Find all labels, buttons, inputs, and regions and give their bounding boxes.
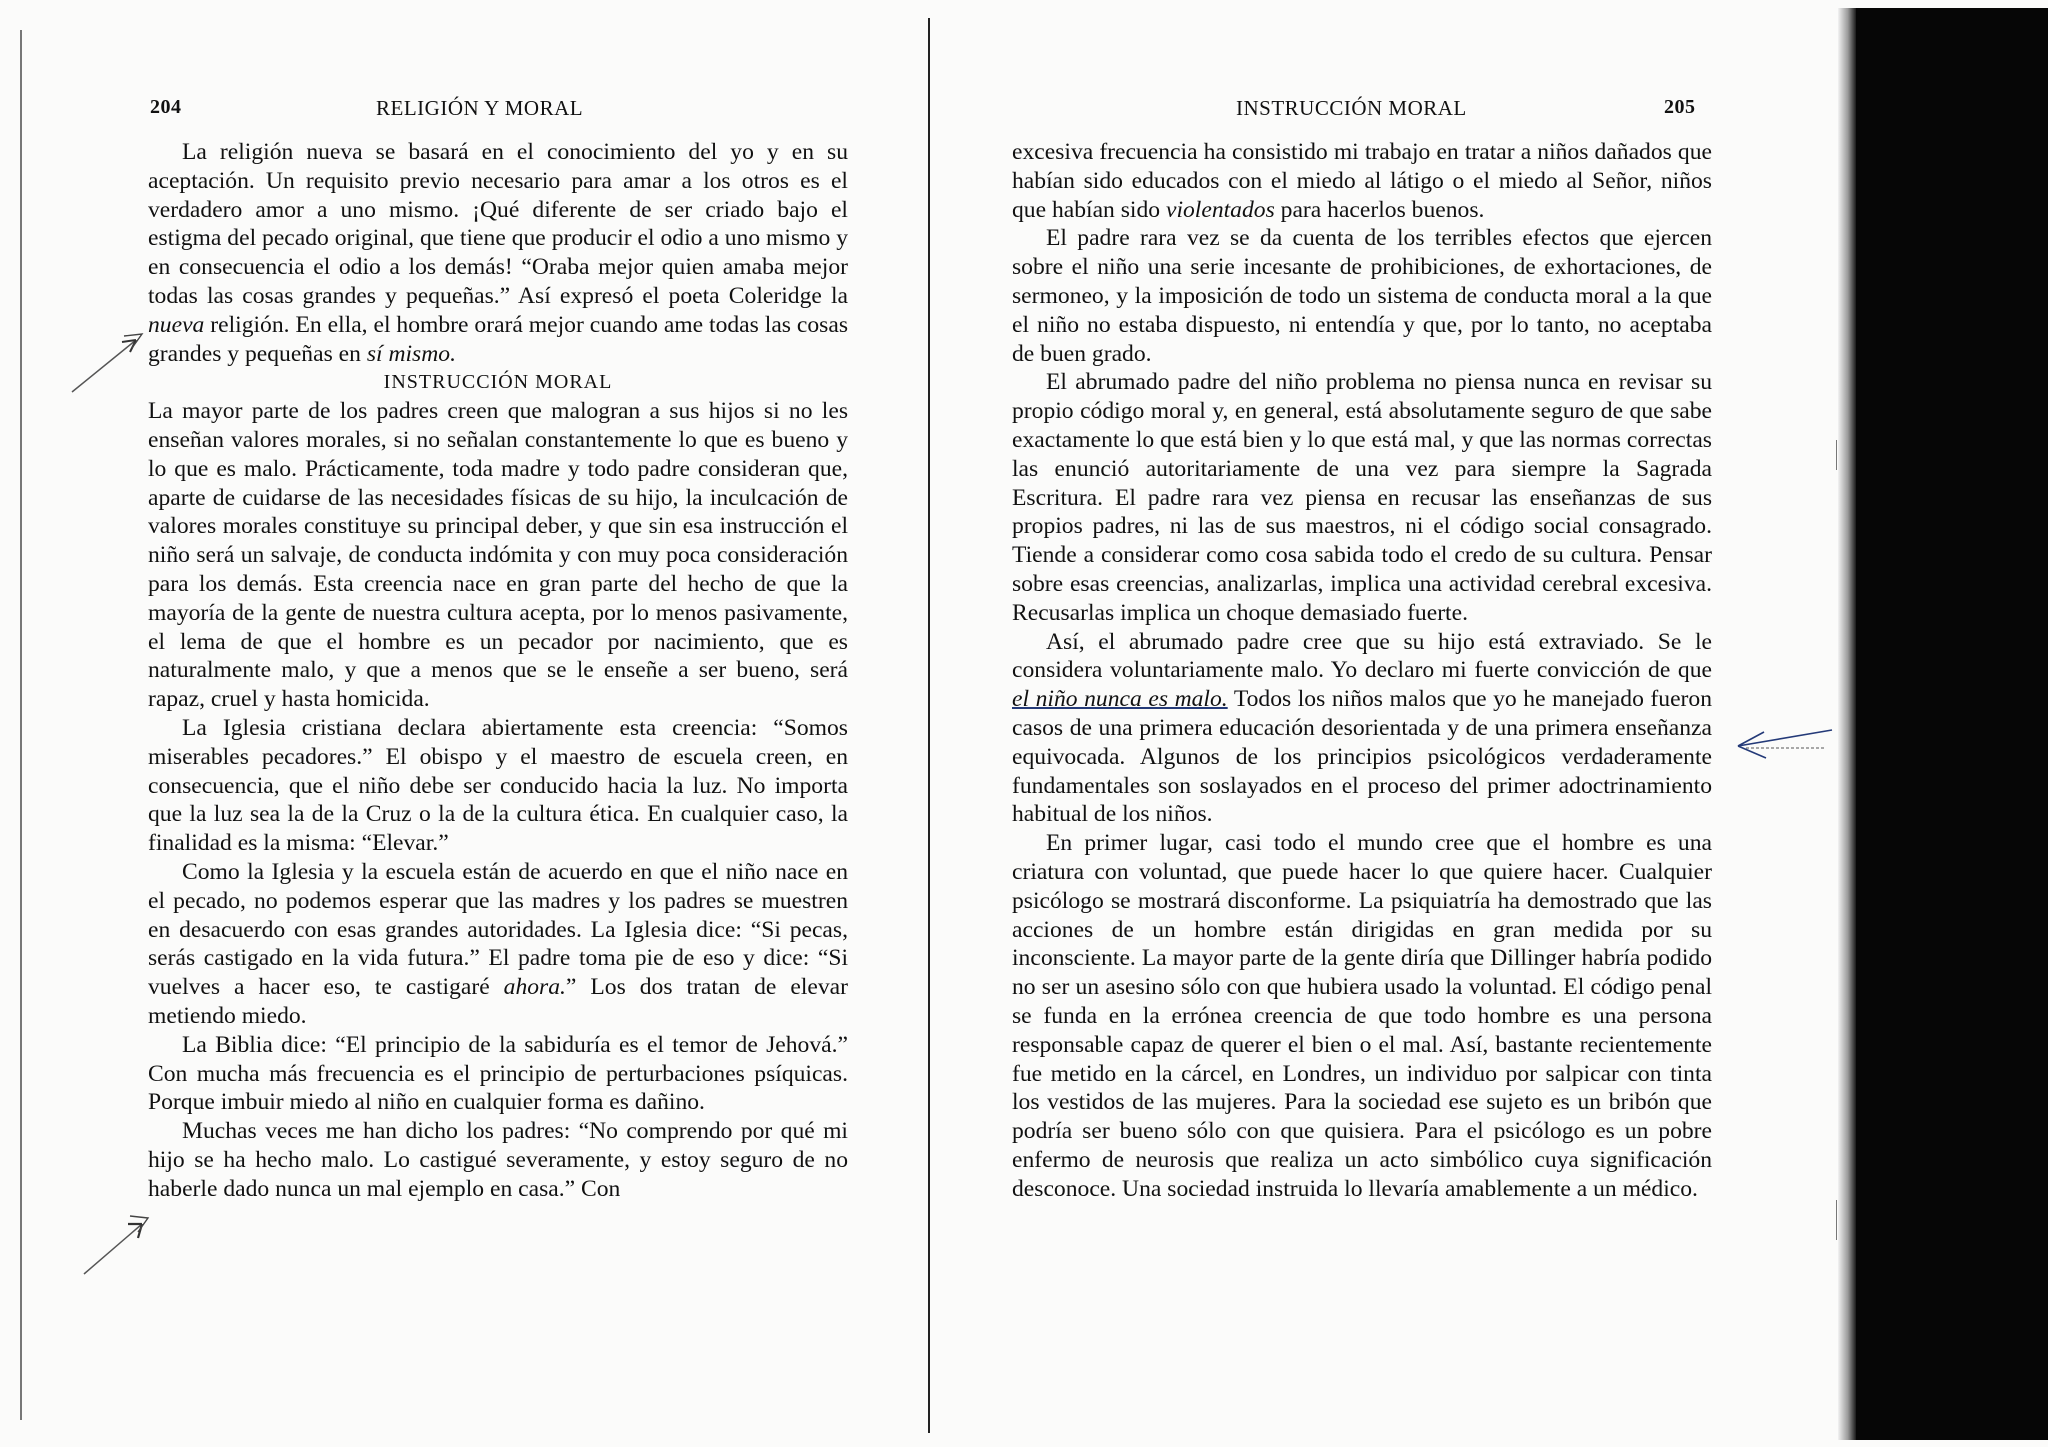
section-title (148, 368, 848, 397)
intro-italic-2: sí mismo. (366, 340, 456, 367)
r-p1-text-2: para hacerlos buenos. (1274, 196, 1485, 223)
intro-italic-1: nueva (148, 311, 205, 338)
left-scan-edge (20, 30, 22, 1420)
right-header-title: INSTRUCCIÓN MORAL (1236, 96, 1467, 120)
right-paragraph-4 (1012, 628, 1712, 830)
left-paragraph-3 (148, 858, 848, 1031)
intro-text-2: religión. En ella, el hombre orará mejor cuando ame todas las cosas grandes y pequeñas en (148, 311, 848, 367)
left-header-title: RELIGIÓN Y MORAL (376, 96, 584, 120)
right-text-column (1012, 138, 1712, 1203)
right-paragraph-2: El padre rara vez se da cuenta de los terribles efectos que ejercen sobre el niño una serie incesante de prohibiciones, de exhortaciones, de sermoneo, y la imposición de todo un sistema de conducta moral a la que el niño no estaba dispuesto, ni entendía y que, por lo tanto, no aceptaba de buen grado. (1012, 225, 1712, 367)
p3-italic: ahora. (503, 974, 566, 1001)
right-scan-mark (1836, 440, 1837, 470)
r-p4-underlined-italic: el niño nunca es malo. (1012, 686, 1228, 713)
margin-arrow-bottom-icon (76, 1200, 176, 1280)
left-paragraph-4: La Biblia dice: “El principio de la sabiduría es el temor de Jehová.” Con mucha más frecuencia es el principio de perturbaciones psíquicas. Porque imbuir miedo al niño en cualquier forma es dañino. (148, 1031, 848, 1116)
r-p4-text-2: Todos los niños malos que yo he manejado fueron casos de una primera educación desorientada y de una primera enseñanza equivocada. Algunos de los principios psicológicos verdaderamente fundamentales son soslayados en el proceso del primer adoctrinamiento habitual de los niños. (1012, 686, 1713, 828)
right-page (930, 0, 2048, 1447)
left-paragraph-5: Muchas veces me han dicho los padres: “No comprendo por qué mi hijo se ha hecho malo. Lo castigué severamente, y estoy seguro de no haberle dado nunca un mal ejemplo en casa.” Con (148, 1118, 848, 1202)
right-page-number: 205 (1664, 96, 1696, 118)
r-p1-text-1: excesiva frecuencia ha consistido mi trabajo en tratar a niños dañados que habían sido educados con el miedo al látigo o el miedo al Señor, niños que habían sido (1012, 139, 1712, 223)
right-scan-mark-2 (1836, 1200, 1837, 1240)
scan-dark-edge (1856, 8, 2048, 1440)
left-paragraph-1: La mayor parte de los padres creen que malogran a sus hijos si no les enseñan valores morales, si no señalan constantemente lo que es bueno y lo que es malo. Prácticamente, toda madre y todo padre consideran que, aparte de cuidarse de las necesidades físicas de su hijo, la inculcación de valores morales constituye su principal deber, y que sin esa instrucción el niño será un salvaje, de conducta indómita y con muy poca consideración para los demás. Esta creencia nace en gran parte del hecho de que la mayoría de la gente de nuestra cultura acepta, por lo menos pasivamente, el lema de que el hombre es un pecador por nacimiento, que es naturalmente malo, y que a menos que se le enseñe a ser bueno, será rapaz, cruel y hasta homicida. (148, 398, 848, 713)
r-p4-text-1: Así, el abrumado padre cree que su hijo está extraviado. Se le considera voluntariamente malo. Yo declaro mi fuerte convicción de que (1012, 628, 1712, 684)
p3-text-2: ” Los dos tratan de elevar metiendo miedo. (148, 974, 849, 1029)
intro-text-1: La religión nueva se basará en el conocimiento del yo y en su aceptación. Un requisito previo necesario para amar a los otros es el verdadero amor a uno mismo. ¡Qué diferente de ser criado bajo el estigma del pecado original, que tiene que producir el odio a uno mismo y en consecuencia el odio a los demás! “Oraba mejor quien amaba mejor todas las cosas grandes y pequeñas.” Así expresó el poeta Coleridge la (148, 139, 848, 309)
left-paragraph-2: La Iglesia cristiana declara abiertamente esta creencia: “Somos miserables pecadores.” El obispo y el maestro de escuela creen, en consecuencia, que el niño debe ser conducido hacia la luz. No importa que la luz sea la de la Cruz o la de la cultura ética. En cualquier caso, la finalidad es la misma: “Elevar.” (148, 714, 848, 857)
intro-paragraph (148, 138, 848, 368)
left-page (0, 0, 930, 1447)
right-paragraph-1 (1012, 138, 1712, 224)
r-p1-italic: violentados (1165, 196, 1275, 223)
right-paragraph-3: El abrumado padre del niño problema no piensa nunca en revisar su propio código moral y, en general, está absolutamente seguro de que sabe exactamente lo que está bien y lo que está mal, y que las normas correctas las enunció autoritariamente de una vez para siempre la Sagrada Escritura. El padre rara vez piensa en recusar las enseñanzas de sus propios padres, ni las de sus maestros, ni el código social consagrado. Tiende a considerar como cosa sabida todo el credo de su cultura. Pensar sobre esas creencias, analizarlas, implica una actividad cerebral excesiva. Recusarlas implica un choque demasiado fuerte. (1012, 369, 1712, 626)
right-paragraph-5: En primer lugar, casi todo el mundo cree que el hombre es una criatura con voluntad, que puede hacer lo que quiere hacer. Cualquier psicólogo se mostrará disconforme. La psiquiatría ha demostrado que las acciones de un hombre están dirigidas en gran medida por su inconsciente. La mayor parte de la gente diría que Dillinger habría podido no ser un asesino sólo con que hubiera usado la voluntad. El código penal se funda en la errónea creencia de que todo hombre es una persona responsable capaz de querer el bien o el mal. Así, bastante recientemente fue metido en la cárcel, en Londres, un individuo por salpicar con tinta los vestidos de las mujeres. Para la sociedad ese sujeto es un bribón que podría ser bueno sólo con que quisiera. Para el psicólogo es un pobre enfermo de neurosis que realiza un acto simbólico cuya significación desconoce. Una sociedad instruida lo llevaría amablemente a un médico. (1012, 830, 1712, 1202)
scan-edge-gradient (1838, 8, 1856, 1440)
p3-text-1: Como la Iglesia y la escuela están de acuerdo en que el niño nace en el pecado, no podemos esperar que las madres y los padres se muestren en desacuerdo con esas grandes autoridades. La Iglesia dice: “Si pecas, serás castigado en la vida futura.” El padre toma pie de eso y dice: “Si vuelves a hacer eso, te castigaré (148, 858, 848, 1001)
margin-arrow-right-icon (1728, 718, 1838, 768)
left-page-number: 204 (150, 96, 182, 118)
left-text-column (148, 138, 848, 1203)
margin-arrow-top-icon (66, 318, 166, 398)
section-title-text: INSTRUCCIÓN MORAL (383, 371, 613, 394)
